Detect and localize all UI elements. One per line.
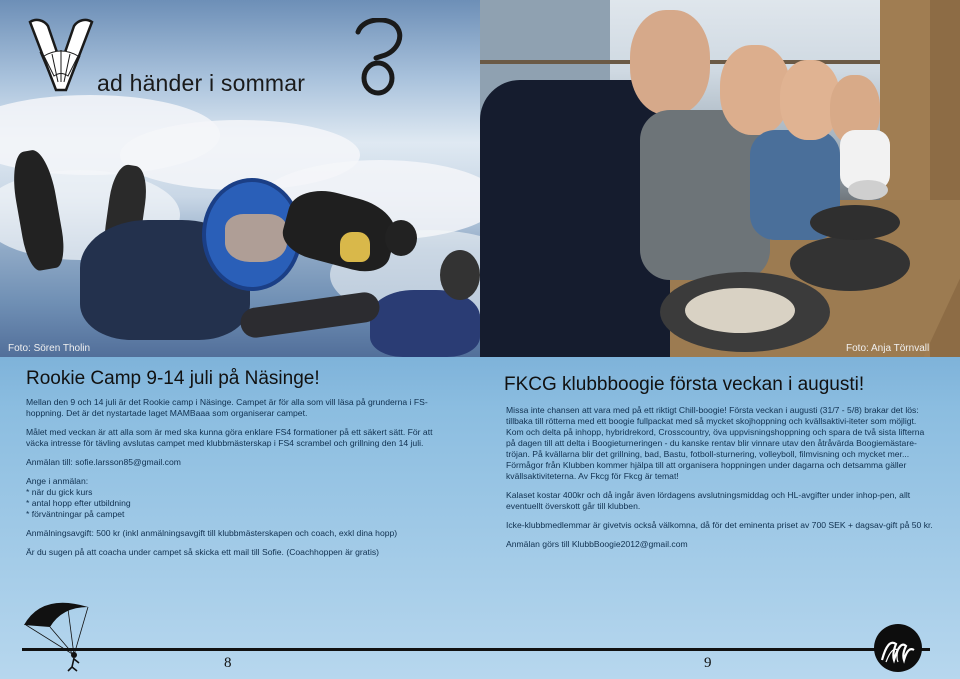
left-article-body xyxy=(26,397,456,566)
email-text: Anmälan till: sofie.larsson85@gmail.com xyxy=(26,457,181,467)
paragraph: Är du sugen på att coacha under campet så skicka ett mail till Sofie. (Coachhoppen är gratis) xyxy=(26,547,380,557)
paragraph: Målet med veckan är att alla som är med ska kunna göra enklare FS4 formationer på ett säkert sätt. För att väcka intresse för tävling avslutas campet med klubbmästerskap i FS4 scrambel och grillning den 14 juli. xyxy=(26,427,433,448)
paragraph: Kalaset kostar 400kr och då ingår även lördagens avslutningsmiddag och HL-avgifter under inhop-pen, allt eventuellt överskott går till klubben. xyxy=(506,490,911,511)
list-item: * antal hopp efter utbildning xyxy=(26,498,131,508)
v-letter-logo xyxy=(26,16,96,96)
email-text: Anmälan görs till KlubbBoogie2012@gmail.com xyxy=(506,539,688,549)
club-logo xyxy=(874,624,922,672)
footer-rule xyxy=(22,648,930,651)
paragraph: Mellan den 9 och 14 juli är det Rookie camp i Näsinge. Campet är för alla som vill läsa på grunderna i FS-hoppning. Det är det nystartade laget MAMBaaa som organiserar campet. xyxy=(26,397,428,418)
paragraph: Anmälningsavgift: 500 kr (inkl anmälningsavgift till klubbmästerskapen och coach, exkl dina hopp) xyxy=(26,528,398,538)
group-photo xyxy=(480,0,960,357)
left-article-heading: Rookie Camp 9-14 juli på Näsinge! xyxy=(26,368,320,389)
title: ad händer i sommar xyxy=(97,70,306,96)
page-number-right: 9 xyxy=(704,655,712,671)
face xyxy=(630,10,710,115)
paragraph: Icke-klubbmedlemmar är givetvis också välkomna, då för det eminenta priset av 700 SEK + dagsav-gift på 50 kr. xyxy=(506,520,933,530)
paragraph: Missa inte chansen att vara med på ett riktigt Chill-boogie! Första veckan i augusti (31/7 - 5/8) brakar det lös: tillbaka till rötterna med ett boogie fullpackat med så mycket skojhoppning och kvällsaktivi-iteter som möjligt. Kom och delta på inhopp, hybridrekord, Crosscountry, öva uppvisningshoppning och spara de två sista lifterna på dagen till att delta i Boogieturneringen - du kanske rentav blir vinnare utav den åtråvärda Boogiemästare-tröjan. På kvällarna blir det grillning, bad, Bastu, fotboll-sturnering, volleyboll, filmvisning och mycket mer... Förmågor från Klubben kommer hjälpa till att organisera hoppningen under dagarna och detsamma gäller kvällsaktiviteterna. Av Fkcg för Fkcg är temat! xyxy=(506,405,925,481)
question-mark-logo xyxy=(352,18,404,98)
list-item: Ange i anmälan: xyxy=(26,476,89,486)
photo-credit-right: Foto: Anja Törnvall xyxy=(846,343,930,354)
parachute-icon xyxy=(22,597,92,673)
list-item: * förväntningar på campet xyxy=(26,509,125,519)
photo-credit-left: Foto: Sören Tholin xyxy=(8,343,91,354)
right-article-body xyxy=(506,405,934,558)
page-number-left: 8 xyxy=(224,655,232,671)
right-article-heading: FKCG klubbboogie första veckan i augusti! xyxy=(504,374,865,395)
list-item: * när du gick kurs xyxy=(26,487,93,497)
